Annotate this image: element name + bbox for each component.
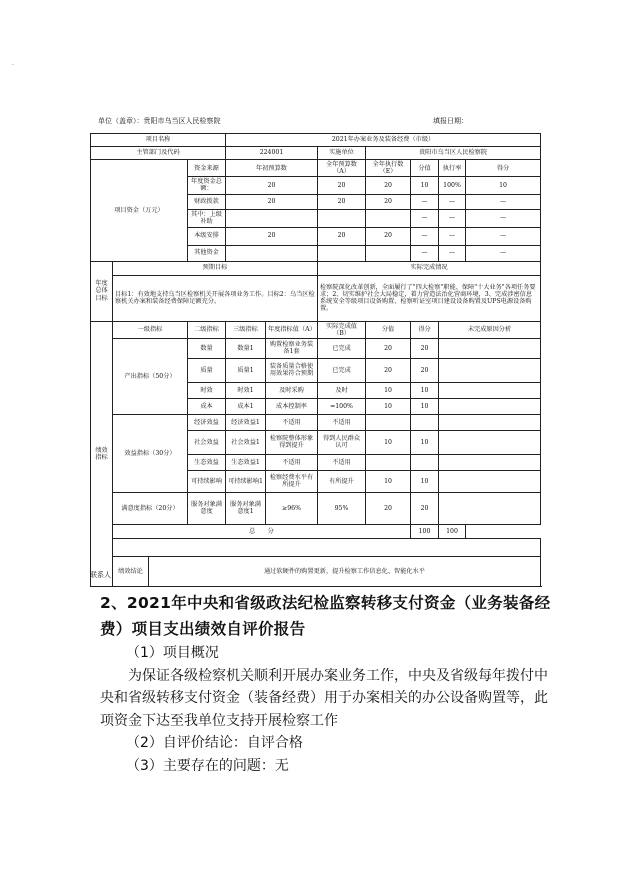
perf-cell: 20 — [366, 338, 411, 358]
perf-header: 年度指标值（A） — [266, 321, 318, 338]
perf-cell: 经济效益1 — [226, 414, 266, 430]
perf-cell: 10 — [366, 382, 411, 398]
perf-cell: 不适用 — [318, 414, 366, 430]
perf-cell: 10 — [366, 398, 411, 414]
funds-cell: — — [411, 209, 439, 227]
perf-cell: ≥96% — [266, 492, 318, 524]
perf-cell: 社会效益 — [188, 430, 226, 454]
section-overview: （1）项目概况 — [126, 645, 219, 661]
perf-header: 一级指标 — [113, 321, 188, 338]
perf-cell — [439, 338, 541, 358]
perf-cell: 检察经费水平有所提升 — [266, 470, 318, 492]
perf-cell — [366, 454, 411, 470]
funds-cell — [226, 209, 318, 227]
funds-cell: — — [466, 194, 541, 209]
perf-cell: 20 — [411, 492, 439, 524]
perf-cell: 不适用 — [318, 454, 366, 470]
perf-cell: 95% — [318, 492, 366, 524]
funds-cell: 其中：上级补助 — [188, 209, 226, 227]
section-conclusion: （2）自评价结论：自评合格 — [126, 735, 303, 751]
perf-cell: 及时采购 — [266, 382, 318, 398]
funds-cell: — — [411, 245, 439, 261]
perf-cell — [439, 414, 541, 430]
performance-label: 绩效指标 — [91, 321, 113, 586]
funds-cell: — — [411, 227, 439, 245]
funds-cell: — — [439, 194, 466, 209]
section-problems: （3）主要存在的问题：无 — [126, 757, 289, 774]
perf-cell: 成本1 — [226, 398, 266, 414]
perf-cell: 10 — [366, 430, 411, 454]
total-got: 100 — [439, 524, 466, 538]
funds-cell: 20 — [226, 194, 318, 209]
expected-goal-label: 预期目标 — [113, 261, 318, 275]
perf-cell: 成本 — [188, 398, 226, 414]
perf-cell: 生态效益 — [188, 454, 226, 470]
unit-label: 单位（盖章）：贵阳市乌当区人民检察院 — [98, 117, 221, 125]
funds-header: 年初预算数 — [226, 160, 318, 177]
perf-cell: 20 — [366, 358, 411, 382]
perf-cell — [439, 470, 541, 492]
dept-code: 224001 — [226, 147, 318, 160]
funds-header: 分值 — [411, 160, 439, 177]
funds-cell — [366, 209, 411, 227]
perf-header: 分值 — [366, 321, 411, 338]
perf-cell — [366, 414, 411, 430]
perf-cell: 服务对象满意度 — [188, 492, 226, 524]
perf-header: 二级指标 — [188, 321, 226, 338]
perf-cell: 10 — [366, 470, 411, 492]
perf-cell: 不适用 — [266, 414, 318, 430]
funds-cell — [366, 245, 411, 261]
funds-cell: 本级安排 — [188, 227, 226, 245]
funds-header: 得分 — [466, 160, 541, 177]
funds-cell: 20 — [318, 194, 366, 209]
funds-cell — [318, 245, 366, 261]
funds-cell: 20 — [226, 177, 318, 194]
overview-paragraph: 为保证各级检察机关顺利开展办案业务工作，中央及省级每年拨付中央和省级转移支付资金（装备经费）用于办案相关的办公设备购置等，此项资金下达至我单位支持开展检察工作 — [100, 667, 548, 729]
satisfaction-group-label: 满意度指标（20分） — [113, 492, 188, 524]
perf-cell: 检察院整体形象得到提升 — [266, 430, 318, 454]
project-name: 2021年办案业务及装备经费（市级） — [226, 134, 541, 147]
perf-cell — [439, 398, 541, 414]
form-header — [98, 116, 538, 126]
fill-date-label: 填报日期： — [433, 117, 468, 125]
funds-cell: — — [411, 194, 439, 209]
total-label: 总 分 — [113, 524, 411, 538]
perf-cell: 20 — [366, 492, 411, 524]
perf-cell — [439, 430, 541, 454]
funds-cell: — — [466, 245, 541, 261]
conclusion-text: 通过软硬件的购置更新，提升检察工作信息化、智能化水平 — [149, 556, 541, 586]
funds-cell: 20 — [318, 177, 366, 194]
perf-cell: 时效 — [188, 382, 226, 398]
perf-cell: 10 — [411, 430, 439, 454]
funds-cell: 其他资金 — [188, 245, 226, 261]
perf-cell: 服务对象满意度1 — [226, 492, 266, 524]
perf-cell: 有所提升 — [318, 470, 366, 492]
perf-cell: 可持续影响1 — [226, 470, 266, 492]
perf-cell: 及时 — [318, 382, 366, 398]
funds-header: 资金来源 — [188, 160, 226, 177]
expected-goal-text: 目标1：有效地支持乌当区检察机关开展各项业务工作。目标2：乌当区检察机关办案和装备经费保障足额充分。 — [113, 275, 318, 321]
contact-label: 联系人： — [90, 571, 118, 579]
funds-cell: 财政拨款 — [188, 194, 226, 209]
perf-cell: 生态效益1 — [226, 454, 266, 470]
funds-header: 执行率 — [439, 160, 466, 177]
funds-cell: 年度资金总额： — [188, 177, 226, 194]
funds-cell: 10 — [466, 177, 541, 194]
funds-label: 项目资金（万元） — [91, 160, 188, 262]
perf-cell: 质量1 — [226, 358, 266, 382]
perf-cell: 经济效益 — [188, 414, 226, 430]
funds-cell: — — [439, 227, 466, 245]
perf-cell: 已完成 — [318, 338, 366, 358]
funds-cell: — — [439, 245, 466, 261]
perf-cell: 时效1 — [226, 382, 266, 398]
funds-cell — [318, 209, 366, 227]
perf-cell: 20 — [411, 358, 439, 382]
perf-cell: 10 — [411, 382, 439, 398]
perf-cell: 20 — [411, 338, 439, 358]
perf-cell: =100% — [318, 398, 366, 414]
funds-cell: — — [439, 209, 466, 227]
blank-row — [113, 538, 541, 556]
perf-cell: 成本控制率 — [266, 398, 318, 414]
perf-cell — [439, 492, 541, 524]
benefit-group-label: 效益指标（30分） — [113, 414, 188, 492]
funds-header: 全年执行数（E） — [366, 160, 411, 177]
conclusion-label: 绩效结论 — [113, 556, 149, 586]
perf-cell — [439, 454, 541, 470]
perf-cell: 数量 — [188, 338, 226, 358]
perf-cell: 不适用 — [266, 454, 318, 470]
funds-cell: 20 — [366, 227, 411, 245]
perf-cell: 10 — [411, 398, 439, 414]
self-evaluation-report — [100, 590, 560, 777]
perf-cell: 质量 — [188, 358, 226, 382]
actual-result-text: 检察院深化改革创新，全面履行了"四大检察"职能、保障"十大业务"各项任务要求；2、切实维护社会大局稳定，着力营造法治化营商环境，3、完成涉密信息系统安全等级项目设备购置、检察听证室项目建设设备购置及UPS电源设备购置。 — [318, 275, 541, 321]
perf-cell: 数量1 — [226, 338, 266, 358]
perf-header: 得分 — [411, 321, 439, 338]
report-title: 2、2021年中央和省级政法纪检监察转移支付资金（业务装备经费）项目支出绩效自评价报告 — [100, 594, 551, 638]
perf-cell: 购置检察业务装备1套 — [266, 338, 318, 358]
perf-cell — [439, 382, 541, 398]
perf-header: 三级指标 — [226, 321, 266, 338]
perf-cell: 装备质量合格使用效果符合预期 — [266, 358, 318, 382]
perf-cell: 得到人民群众认可 — [318, 430, 366, 454]
dept-label: 主管部门及代码 — [91, 147, 226, 160]
perf-header: 实际完成值（B） — [318, 321, 366, 338]
funds-cell: 20 — [226, 227, 318, 245]
total-score: 100 — [411, 524, 439, 538]
funds-cell: 20 — [318, 227, 366, 245]
perf-cell: 10 — [411, 470, 439, 492]
funds-cell: 100% — [439, 177, 466, 194]
funds-cell: — — [466, 227, 541, 245]
funds-cell: 10 — [411, 177, 439, 194]
perf-cell: 可持续影响 — [188, 470, 226, 492]
perf-cell — [411, 414, 439, 430]
funds-cell: 20 — [366, 177, 411, 194]
funds-cell — [226, 245, 318, 261]
project-name-label: 项目名称 — [91, 134, 226, 147]
actual-result-label: 实际完成情况 — [318, 261, 541, 275]
perf-header: 未完成原因分析 — [439, 321, 541, 338]
impl-unit: 贵阳市乌当区人民检察院 — [366, 147, 541, 160]
perf-cell — [411, 454, 439, 470]
perf-cell — [439, 358, 541, 382]
output-group-label: 产出指标（50分） — [113, 338, 188, 414]
funds-header: 全年预算数（A） — [318, 160, 366, 177]
perf-cell: 已完成 — [318, 358, 366, 382]
perf-cell: 社会效益1 — [226, 430, 266, 454]
funds-cell: 20 — [366, 194, 411, 209]
performance-table — [90, 133, 541, 587]
goals-label: 年度总体目标 — [91, 261, 113, 321]
funds-cell: — — [466, 209, 541, 227]
impl-label: 实施单位 — [318, 147, 366, 160]
margin-mark: · — [12, 62, 14, 69]
